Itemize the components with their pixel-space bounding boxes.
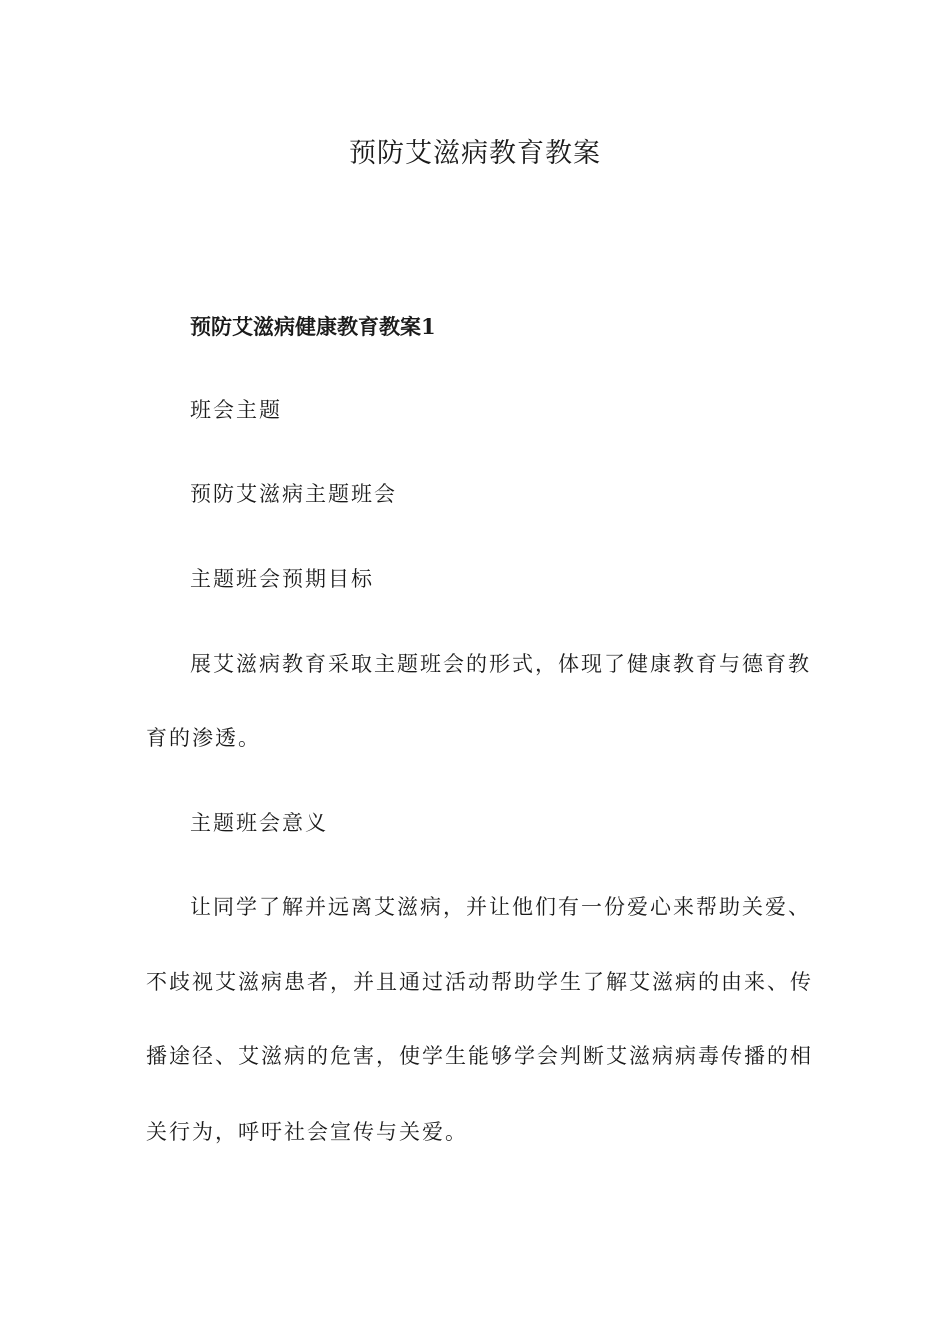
paragraph-goals-line-2: 育的渗透。: [146, 726, 261, 750]
section-heading: 预防艾滋病健康教育教案1: [190, 314, 436, 339]
paragraph-significance-line-2: 不歧视艾滋病患者，并且通过活动帮助学生了解艾滋病的由来、传: [146, 970, 813, 994]
paragraph-class-topic-label: 班会主题: [190, 398, 282, 422]
paragraph-goals-line-1: 展艾滋病教育采取主题班会的形式，体现了健康教育与德育教: [190, 652, 811, 676]
document-title: 预防艾滋病教育教案: [349, 138, 601, 169]
paragraph-goals-label: 主题班会预期目标: [190, 567, 374, 591]
paragraph-significance-line-3: 播途径、艾滋病的危害，使学生能够学会判断艾滋病病毒传播的相: [146, 1044, 813, 1068]
paragraph-significance-label: 主题班会意义: [190, 811, 328, 835]
paragraph-significance-line-4: 关行为，呼吁社会宣传与关爱。: [146, 1120, 468, 1144]
paragraph-significance-line-1: 让同学了解并远离艾滋病，并让他们有一份爱心来帮助关爱、: [190, 895, 811, 919]
paragraph-class-topic: 预防艾滋病主题班会: [190, 482, 397, 506]
